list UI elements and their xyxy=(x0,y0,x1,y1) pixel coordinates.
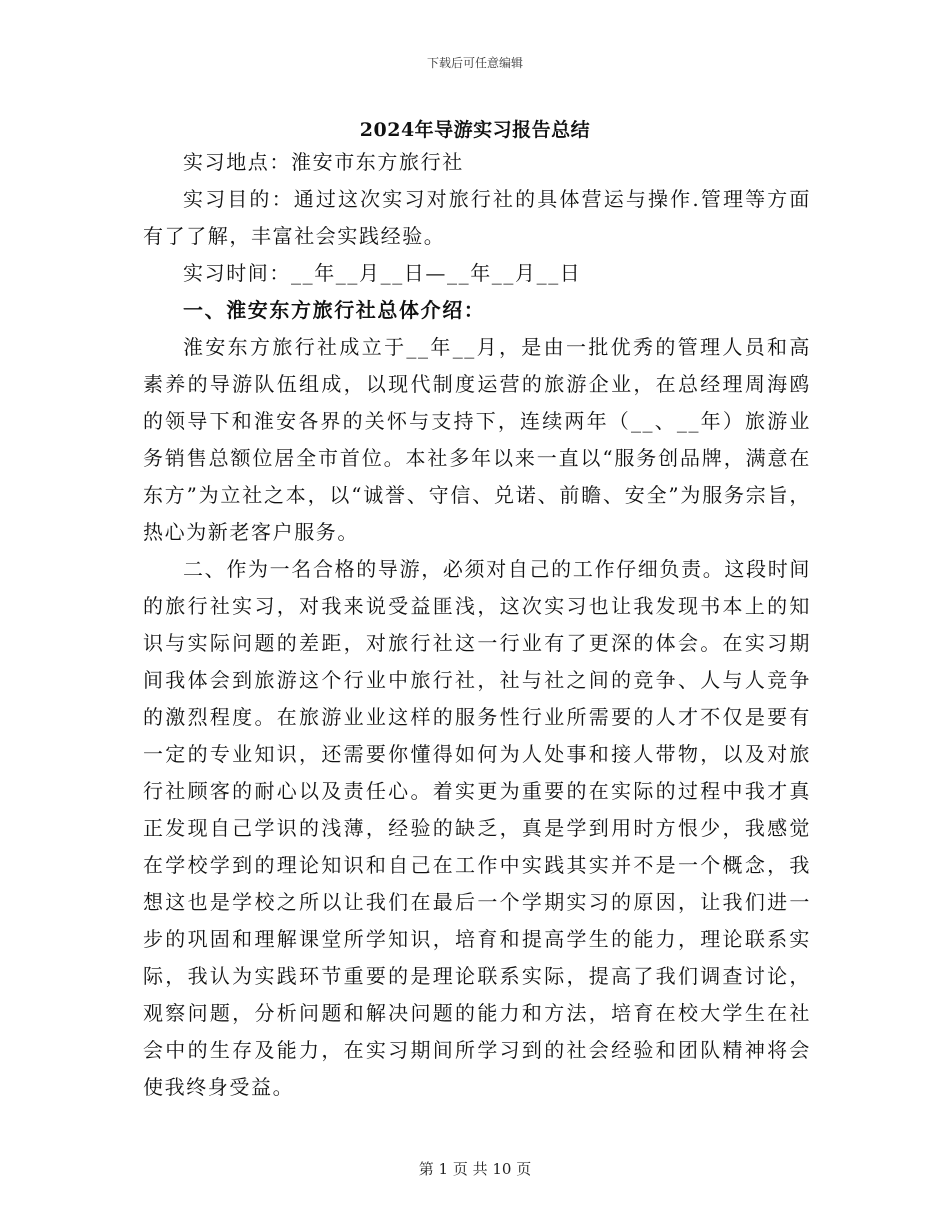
header-note: 下载后可任意编辑 xyxy=(426,56,523,70)
paragraph-company-intro: 淮安东方旅行社成立于__年__月，是由一批优秀的管理人员和高素养的导游队伍组成，以现代制度运营的旅游企业，在总经理周海鸥的领导下和淮安各界的关怀与支持下，连续两年（__、__年）旅游业务销售总额位居全市首位。本社多年以来一直以“服务创品牌，满意在东方”为立社之本，以“诚誉、守信、兑诺、前瞻、安全”为服务宗旨，热心为新老客户服务。 xyxy=(143,335,811,544)
document-title: 2024年导游实习报告总结 xyxy=(359,119,591,141)
paragraph-time: 实习时间：__年__月__日—__年__月__日 xyxy=(183,261,582,285)
page-footer: 第 1 页 共 10 页 xyxy=(418,1160,532,1178)
paragraph-experience: 二、作为一名合格的导游，必须对自己的工作仔细负责。这段时间的旅行社实习，对我来说受益匪浅，这次实习也让我发现书本上的知识与实际问题的差距，对旅行社这一行业有了更深的体会。在实习期间我体会到旅游这个行业中旅行社，社与社之间的竞争、人与人竞争的激烈程度。在旅游业业这样的服务性行业所需要的人才不仅是要有一定的专业知识，还需要你懂得如何为人处事和接人带物，以及对旅行社顾客的耐心以及责任心。着实更为重要的在实际的过程中我才真正发现自己学识的浅薄，经验的缺乏，真是学到用时方恨少，我感觉在学校学到的理论知识和自己在工作中实践其实并不是一个概念，我想这也是学校之所以让我们在最后一个学期实习的原因，让我们进一步的巩固和理解课堂所学知识，培育和提高学生的能力，理论联系实际，我认为实践环节重要的是理论联系实际，提高了我们调查讨论，观察问题，分析问题和解决问题的能力和方法，培育在校大学生在社会中的生存及能力，在实习期间所学习到的社会经验和团队精神将会使我终身受益。 xyxy=(143,557,811,1099)
document-body xyxy=(143,144,811,1106)
paragraph-purpose: 实习目的：通过这次实习对旅行社的具体营运与操作.管理等方面有了了解，丰富社会实践经验。 xyxy=(143,187,811,248)
paragraph-location: 实习地点：淮安市东方旅行社 xyxy=(183,150,464,174)
section-heading-1: 一、淮安东方旅行社总体介绍： xyxy=(183,298,486,322)
